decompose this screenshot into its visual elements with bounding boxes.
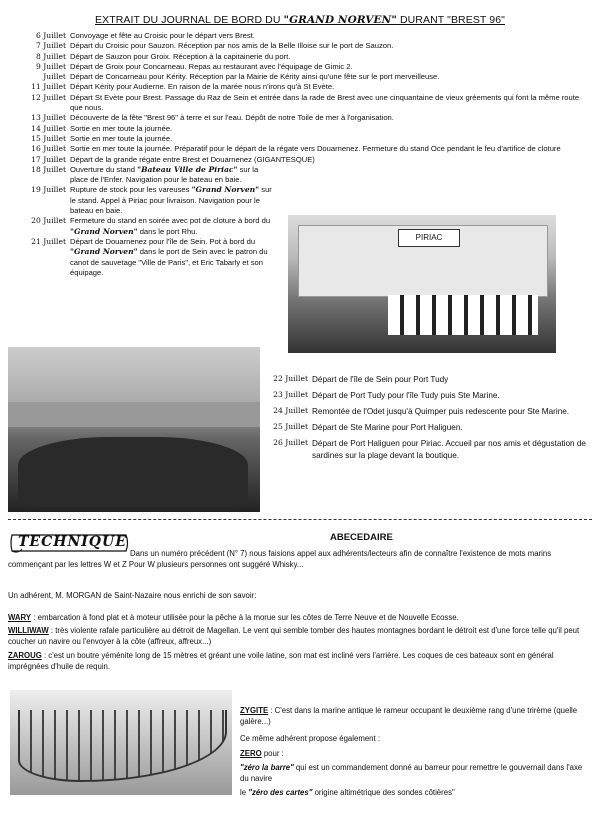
journal-text: Départ de Groix pour Concarneau. Repas au restaurant avec l'équipage de Gimic 2.	[70, 61, 353, 71]
journal-right-list	[262, 374, 592, 466]
journal-date: 9 Juillet	[35, 61, 66, 71]
journal-row	[6, 72, 590, 82]
same-member-line: Ce même adhérent propose également :	[240, 734, 380, 744]
section-divider	[8, 519, 592, 520]
journal-text: Sortie en mer toute la journée.	[70, 133, 173, 143]
zero-cartes-term: "zéro des cartes"	[248, 788, 313, 798]
journal-text: Remontée de l'Odet jusqu'à Quimper puis redescente pour Ste Marine.	[312, 407, 570, 416]
journal-text: Départ St Evète pour Brest. Passage du Raz de Sein et entrée dans la rade de Brest avec une cinquantaine de vieux gréements qui font la même route que nous.	[70, 92, 580, 113]
journal-row	[6, 124, 590, 134]
journal-date: 17 Juillet	[31, 154, 66, 164]
title-prefix: EXTRAIT DU JOURNAL DE BORD DU	[95, 14, 284, 26]
glossary-def: : très violente rafale particulière au détroit de Magellan. Le vent qui semble tomber des hautes montagnes bordant le détroit est d'une force telle qu'il peut coucher un navire ou l'envoyer à la côte (affreux, affreux...)	[8, 626, 580, 647]
journal-date: 13 Juillet	[31, 113, 66, 123]
page-title	[0, 14, 600, 26]
journal-date: 6 Juillet	[35, 31, 66, 40]
journal-text: Départ du Croisic pour Sauzon. Réception par nos amis de la Belle Illoise sur le port de Sauzon.	[70, 41, 394, 51]
technique-label: TECHNIQUE	[18, 534, 127, 550]
journal-row	[262, 406, 592, 418]
journal-text	[70, 185, 275, 216]
journal-text	[70, 165, 275, 186]
title-suffix: DURANT "BREST 96"	[396, 14, 505, 26]
journal-date: 20 Juillet	[31, 216, 66, 226]
zero-barre-line	[240, 762, 592, 784]
journal-date: 22 Juillet	[273, 374, 308, 383]
title-boat: "GRAND NORVEN"	[283, 14, 397, 26]
journal-text-post: dans le port de Sein avec le patron du canot de sauvetage "Ville de Paris", et Eric Tabarly et son équipage.	[70, 247, 268, 277]
zygite-term: ZYGITE	[240, 706, 269, 715]
boat-frame-photo	[10, 690, 232, 795]
journal-date: 11 Juillet	[31, 82, 66, 92]
journal-row	[6, 52, 590, 62]
journal-row	[262, 390, 592, 402]
journal-text: Sortie en mer toute la journée. Préparatif pour le départ de la régate vers Douarnenez. Fermeture du stand Oce pendant le feu d'artifice de cloture	[70, 144, 561, 154]
journal-row	[6, 134, 590, 144]
journal-date: 24 Juillet	[273, 406, 308, 415]
journal-text: Découverte de la fête "Brest 96" à terre et sur l'eau. Dépôt de notre Toile de mer à l'organisation.	[70, 113, 394, 123]
glossary-term: WILLIWAW	[8, 626, 49, 636]
journal-row	[6, 41, 590, 51]
journal-text: Départ de Concarneau pour Kérity. Réception par la Mairie de Kérity ainsi qu'une fête sur le port merveilleuse.	[70, 72, 440, 82]
journal-text	[70, 216, 275, 237]
boat-name: "Grand Norven"	[191, 185, 260, 195]
journal-date: 18 Juillet	[31, 164, 66, 174]
journal-text: Départ de Port Haliguen pour Piriac. Accueil par nos amis et dégustation de sardines sur la plage devant la boutique.	[312, 439, 586, 460]
journal-text: Départ de Sauzon pour Groix. Réception à la capitainerie du port.	[70, 51, 291, 61]
zero-barre-term: "zéro la barre"	[240, 762, 294, 772]
journal-text	[70, 237, 275, 278]
crew-photo	[8, 347, 260, 512]
hull-shape	[18, 710, 227, 782]
member-paragraph: Un adhérent, M. MORGAN de Saint-Nazaire nous enrichi de son savoir:	[8, 591, 257, 600]
journal-row	[6, 144, 590, 154]
zygite-def: : C'est dans la marine antique le rameur occupant le deuxième rang d'une trirème (quelle galère...)	[240, 706, 578, 727]
boat-name: "Grand Norven"	[70, 247, 138, 257]
journal-text-pre: Ouverture du stand	[70, 164, 138, 174]
stand-photo	[288, 215, 556, 353]
glossary-def: : c'est un boutre yéménite long de 15 mètres et gréant une voile latine, son mat est incliné vers l'arrière. Les coques de ces bateaux sont en général imprégnées d'huile de requin.	[8, 650, 554, 671]
glossary-entries	[8, 612, 592, 674]
zero-term: ZERO	[240, 748, 262, 758]
journal-row	[262, 438, 592, 462]
glossary-def: : embarcation à fond plat et à moteur utilisée pour la pêche à la morue sur les côtes de Terre Neuve et de Nouvelle Ecosse.	[31, 613, 459, 622]
zero-pour: pour :	[261, 748, 284, 758]
zero-cartes-def: origine altimétrique des sondes côtières"	[312, 788, 455, 798]
journal-text-pre: Fermeture du stand en soirée avec pot de cloture à bord du	[70, 216, 271, 226]
journal-date: 12 Juillet	[31, 92, 66, 102]
journal-text: Départ de la grande régate entre Brest et Douarnenez (GIGANTESQUE)	[70, 154, 315, 164]
journal-row	[262, 374, 592, 386]
journal-date: 21 Juillet	[31, 236, 66, 246]
journal-date: 14 Juillet	[31, 123, 66, 133]
journal-row	[6, 165, 590, 186]
journal-date: 15 Juillet	[31, 133, 66, 143]
glossary-entry	[8, 612, 592, 623]
journal-text-post: dans le port Rhu.	[137, 226, 198, 236]
glossary-entry	[8, 625, 592, 647]
journal-text-pre: Départ de Douarnenez pour l'île de Sein. Pot à bord du	[70, 236, 256, 246]
sea-shape	[8, 402, 260, 427]
glossary-term: WARY	[8, 613, 32, 622]
journal-text: Sortie en mer toute la journée.	[70, 123, 173, 133]
journal-row	[6, 155, 590, 165]
journal-row	[262, 422, 592, 434]
journal-row	[6, 185, 590, 216]
journal-date: 7 Juillet	[35, 41, 66, 51]
journal-date: 19 Juillet	[31, 185, 66, 195]
stand-sign: PIRIAC	[398, 229, 460, 247]
journal-text-post: sur le stand. Appel à Piriac pour livraison. Navigation pour le bateau en baie.	[70, 185, 272, 216]
boat-shape	[18, 437, 248, 507]
glossary-term: ZAROUG	[8, 650, 42, 660]
journal-row	[6, 62, 590, 72]
zero-cartes-line	[240, 787, 592, 798]
journal-date: Juillet	[43, 72, 66, 82]
zero-barre-def: qui est un commandement donné au barreur pour remettre le gouvernail dans l'axe du navire	[240, 762, 583, 784]
zygite-entry	[240, 705, 592, 727]
journal-row	[6, 31, 590, 41]
zero-line	[240, 748, 592, 759]
abecedaire-title: ABECEDAIRE	[330, 532, 393, 543]
glossary-entry	[8, 650, 592, 672]
journal-date: 25 Juillet	[273, 422, 308, 431]
journal-text-post: sur la place de l'Enfer. Navigation pour le bateau en baie.	[70, 164, 259, 185]
journal-row	[6, 82, 590, 92]
le-word: le	[240, 788, 249, 798]
journal-text: Départ Kérity pour Audierne. En raison de la marée nous n'irons qu'à St Evète.	[70, 82, 335, 92]
journal-date: 26 Juillet	[273, 438, 308, 447]
journal-date: 8 Juillet	[35, 51, 66, 61]
boat-name: "Bateau Ville de Piriac"	[137, 164, 238, 174]
journal-text: Départ de Ste Marine pour Port Haliguen.	[312, 423, 463, 432]
journal-row	[6, 113, 590, 123]
intro-paragraph: Dans un numéro précédent (N° 7) nous faisions appel aux adhérents/lecteurs afin de connaître l'existence de mots marins commençant par les lettres W et Z Pour W plusieurs personnes ont suggéré Whisky...	[8, 549, 552, 570]
journal-row	[6, 93, 590, 114]
stand-table	[388, 295, 538, 335]
journal-text: Départ de Port Tudy pour l'île Tudy puis Ste Marine.	[312, 391, 500, 400]
journal-text: Convoyage et fête au Croisic pour le départ vers Brest.	[70, 31, 255, 40]
journal-text-pre: Rupture de stock pour les vareuses	[70, 185, 192, 195]
zygite-block	[240, 705, 592, 801]
journal-date: 16 Juillet	[31, 144, 66, 154]
boat-name: "Grand Norven"	[70, 226, 138, 236]
journal-text: Départ de l'île de Sein pour Port Tudy	[312, 375, 449, 384]
journal-date: 23 Juillet	[273, 390, 308, 399]
